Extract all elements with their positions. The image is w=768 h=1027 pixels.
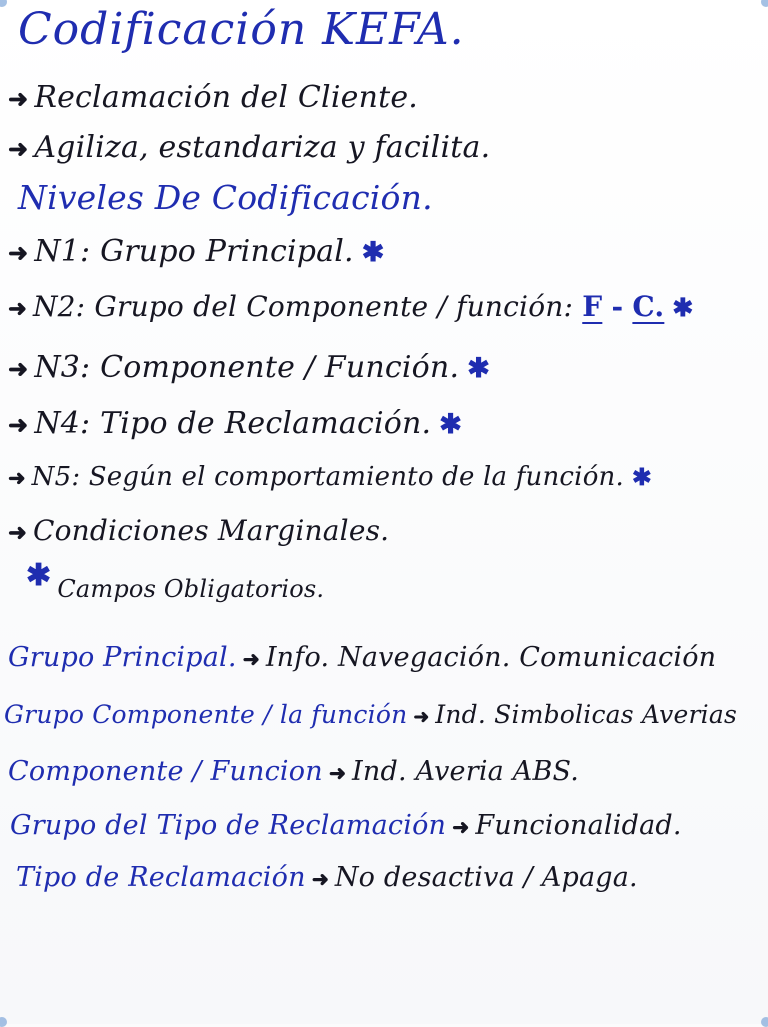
arrow-icon: ➜ xyxy=(8,134,29,163)
bullet-text: Reclamación del Cliente. xyxy=(34,80,419,115)
level-text: N5: Según el comportamiento de la función. xyxy=(31,462,624,492)
arrow-icon: ➜ xyxy=(311,867,329,891)
arrow-icon: ➜ xyxy=(8,354,29,383)
mapping-key: Componente / Funcion xyxy=(8,756,323,787)
level-n5 xyxy=(8,462,652,492)
bullet-reclamacion xyxy=(8,80,418,115)
bullet-agiliza xyxy=(8,130,490,165)
level-text: N3: Componente / Función. xyxy=(34,350,460,385)
asterisk-icon: ✱ xyxy=(467,353,491,384)
asterisk-icon: ✱ xyxy=(26,558,52,593)
level-n2 xyxy=(8,290,694,323)
arrow-icon: ➜ xyxy=(8,465,26,490)
mapping-value: Ind. Averia ABS. xyxy=(352,756,580,787)
arrow-icon: ➜ xyxy=(328,761,346,785)
mapping-row xyxy=(16,862,638,893)
mapping-key: Grupo del Tipo de Reclamación xyxy=(10,810,447,841)
f-letter: F xyxy=(582,290,603,323)
mapping-key: Grupo Componente / la función xyxy=(4,700,408,729)
level-text: N1: Grupo Principal. xyxy=(34,234,354,269)
asterisk-icon: ✱ xyxy=(439,409,463,440)
asterisk-icon: ✱ xyxy=(672,292,694,322)
arrow-icon: ➜ xyxy=(452,815,470,839)
level-n4 xyxy=(8,406,462,441)
mapping-key: Grupo Principal. xyxy=(8,642,237,673)
mapping-key: Tipo de Reclamación xyxy=(16,862,306,893)
asterisk-icon: ✱ xyxy=(631,463,652,491)
arrow-icon: ➜ xyxy=(242,647,260,671)
bullet-text: Agiliza, estandariza y facilita. xyxy=(34,130,491,165)
arrow-icon: ➜ xyxy=(413,706,430,728)
page-title: Codificación KEFA. xyxy=(18,4,465,55)
magnet-top-left xyxy=(0,0,7,7)
mapping-value: Ind. Simbolicas Averias xyxy=(435,700,737,729)
section-heading: Niveles De Codificación. xyxy=(18,178,433,217)
arrow-icon: ➜ xyxy=(8,84,29,113)
level-n3 xyxy=(8,350,490,385)
mapping-value: No desactiva / Apaga. xyxy=(334,862,638,893)
level-n1 xyxy=(8,234,385,269)
mapping-value: Funcionalidad. xyxy=(475,810,682,841)
mapping-value: Info. Navegación. Comunicación xyxy=(265,642,717,673)
mapping-row xyxy=(10,810,682,841)
magnet-bottom-left xyxy=(0,1017,7,1027)
arrow-icon: ➜ xyxy=(8,296,27,322)
dash: - xyxy=(611,290,624,323)
arrow-icon: ➜ xyxy=(8,410,29,439)
c-letter: C. xyxy=(632,290,665,323)
mapping-row xyxy=(8,756,579,787)
note-text: Campos Obligatorios. xyxy=(57,575,325,603)
level-text: N4: Tipo de Reclamación. xyxy=(34,406,432,441)
arrow-icon: ➜ xyxy=(8,520,27,546)
magnet-top-right xyxy=(761,0,768,7)
arrow-icon: ➜ xyxy=(8,238,29,267)
asterisk-icon: ✱ xyxy=(361,237,385,268)
mapping-row xyxy=(4,700,737,729)
mandatory-note xyxy=(26,558,325,605)
level-text: Condiciones Marginales. xyxy=(32,514,390,547)
magnet-bottom-right xyxy=(761,1017,768,1027)
level-text: N2: Grupo del Componente / función: xyxy=(32,290,574,323)
level-marginales xyxy=(8,514,389,547)
mapping-row xyxy=(8,642,716,673)
